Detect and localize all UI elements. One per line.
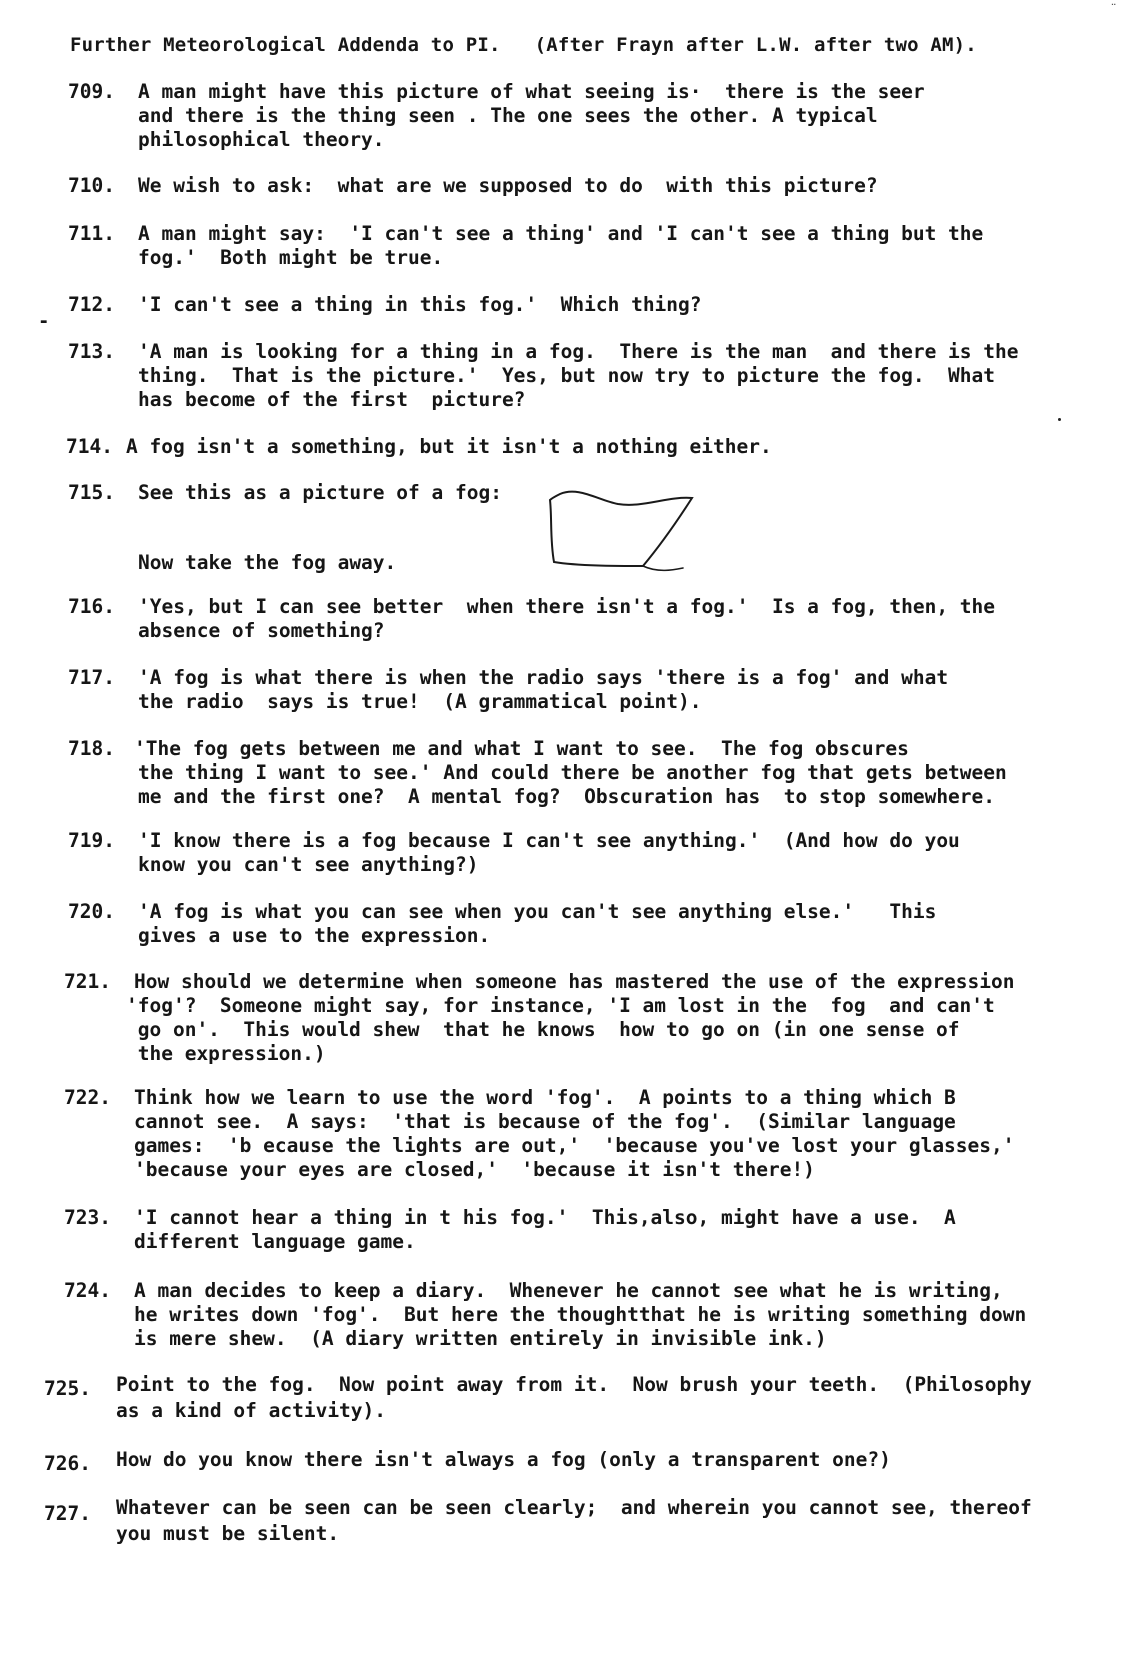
entry-line: has become of the first picture?: [138, 388, 526, 411]
entry-line: 'because your eyes are closed,' 'because it isn't there!): [134, 1158, 815, 1181]
entry-line: We wish to ask: what are we supposed to do with this picture?: [138, 174, 878, 197]
entry-number: 720.: [68, 900, 115, 923]
entry-number: 710.: [68, 174, 115, 197]
entry-line: the thing I want to see.' And could there be another fog that gets between: [138, 761, 1007, 784]
entry-727: [44, 1496, 1032, 1625]
entry-line: and there is the thing seen . The one sees the other. A typical: [138, 104, 878, 127]
entry-line: thing. That is the picture.' Yes, but now try to picture the fog. What: [138, 364, 996, 387]
entry-number: 711.: [68, 222, 115, 245]
entry-line: 'A man is looking for a thing in a fog. There is the man and there is the: [138, 340, 1019, 363]
entry-number: 727.: [44, 1502, 91, 1525]
entry-number: 721.: [64, 970, 111, 993]
entry-number: 717.: [68, 666, 115, 689]
entry-line: me and the first one? A mental fog? Obscuration has to stop somewhere.: [138, 785, 996, 808]
entry-line: 'The fog gets between me and what I want to see. The fog obscures: [134, 737, 909, 760]
entry-followup-line: Now take the fog away.: [138, 551, 397, 574]
entry-line: See this as a picture of a fog:: [138, 481, 502, 504]
entry-line: Whatever can be seen can be seen clearly; and wherein you cannot see, thereof: [116, 1496, 1032, 1519]
entry-line: philosophical theory.: [138, 128, 385, 151]
entry-line: 'I can't see a thing in this fog.' Which thing?: [138, 293, 702, 316]
entry-line: 'I cannot hear a thing in t his fog.' This,also, might have a use. A: [134, 1206, 956, 1229]
entry-line: cannot see. A says: 'that is because of the fog'. (Similar language: [134, 1110, 956, 1133]
entry-line: A man decides to keep a diary. Whenever he cannot see what he is writing,: [134, 1279, 1003, 1302]
entry-line: 'Yes, but I can see better when there isn't a fog.' Is a fog, then, the: [138, 595, 996, 618]
entry-number: 715.: [68, 481, 115, 504]
fog-sketch-stroke: [643, 566, 683, 570]
entry-line: How should we determine when someone has mastered the use of the expression: [134, 970, 1015, 993]
corner-mark: ¨: [1110, 2, 1118, 16]
entry-line: go on'. This would shew that he knows how to go on (in one sense of: [126, 1018, 960, 1041]
entry-number: 714.: [66, 435, 113, 458]
entry-line: you must be silent.: [116, 1522, 340, 1545]
entry-line: How do you know there isn't always a fog (only a transparent one?): [116, 1448, 891, 1471]
title-text: Further Meteorological Addenda to PI.: [70, 34, 501, 56]
entry-number: 713.: [68, 340, 115, 363]
entry-line: A man might say: 'I can't see a thing' and 'I can't see a thing but the: [138, 222, 984, 245]
entry-line: Think how we learn to use the word 'fog'. A points to a thing which B: [134, 1086, 956, 1109]
entry-line: the radio says is true! (A grammatical point).: [138, 690, 702, 713]
entry-line: A fog isn't a something, but it isn't a nothing either.: [126, 435, 772, 458]
subtitle-text: (After Frayn after L.W. after two AM).: [534, 34, 977, 56]
entry-number: 722.: [64, 1086, 111, 1109]
entry-number: 725.: [44, 1377, 91, 1400]
entry-number: 726.: [44, 1452, 91, 1475]
entry-number: 724.: [64, 1279, 111, 1302]
page-title: [70, 34, 977, 56]
entry-number: 718.: [68, 737, 115, 760]
fog-sketch-outline: [550, 492, 692, 566]
entry-number: 719.: [68, 829, 115, 852]
entry-line: 'I know there is a fog because I can't see anything.' (And how do you: [138, 829, 960, 852]
entry-line: gives a use to the expression.: [138, 924, 491, 947]
entry-line: fog.' Both might be true.: [138, 246, 444, 269]
entry-line: absence of something?: [138, 619, 385, 642]
margin-dash-mark: -: [38, 310, 50, 332]
entry-line: different language game.: [134, 1230, 416, 1253]
entry-715: [68, 481, 502, 604]
entry-line: he writes down 'fog'. But here the thoughtthat he is writing something down: [134, 1303, 1027, 1326]
entry-line: 'fog'? Someone might say, for instance, 'I am lost in the fog and can't: [126, 994, 995, 1017]
entry-line: A man might have this picture of what seeing is· there is the seer: [138, 80, 925, 103]
entry-line: 'A fog is what there is when the radio says 'there is a fog' and what: [138, 666, 949, 689]
entry-line: know you can't see anything?): [138, 853, 479, 876]
entry-number: 712.: [68, 293, 115, 316]
entry-line: the expression.): [126, 1042, 326, 1065]
entry-number: 723.: [64, 1206, 111, 1229]
entry-line: 'A fog is what you can see when you can't see anything else.' This: [138, 900, 937, 923]
entry-number: 709.: [68, 80, 115, 103]
entry-line: is mere shew. (A diary written entirely in invisible ink.): [134, 1327, 827, 1350]
entry-line: Point to the fog. Now point away from it. Now brush your teeth. (Philosophy: [116, 1373, 1032, 1396]
entry-number: 716.: [68, 595, 115, 618]
entry-line: games: 'b ecause the lights are out,' 'because you've lost your glasses,': [134, 1134, 1015, 1157]
entry-line: as a kind of activity).: [116, 1399, 387, 1422]
fog-sketch-drawing: [548, 478, 718, 578]
stray-ink-dot: [1058, 418, 1061, 421]
